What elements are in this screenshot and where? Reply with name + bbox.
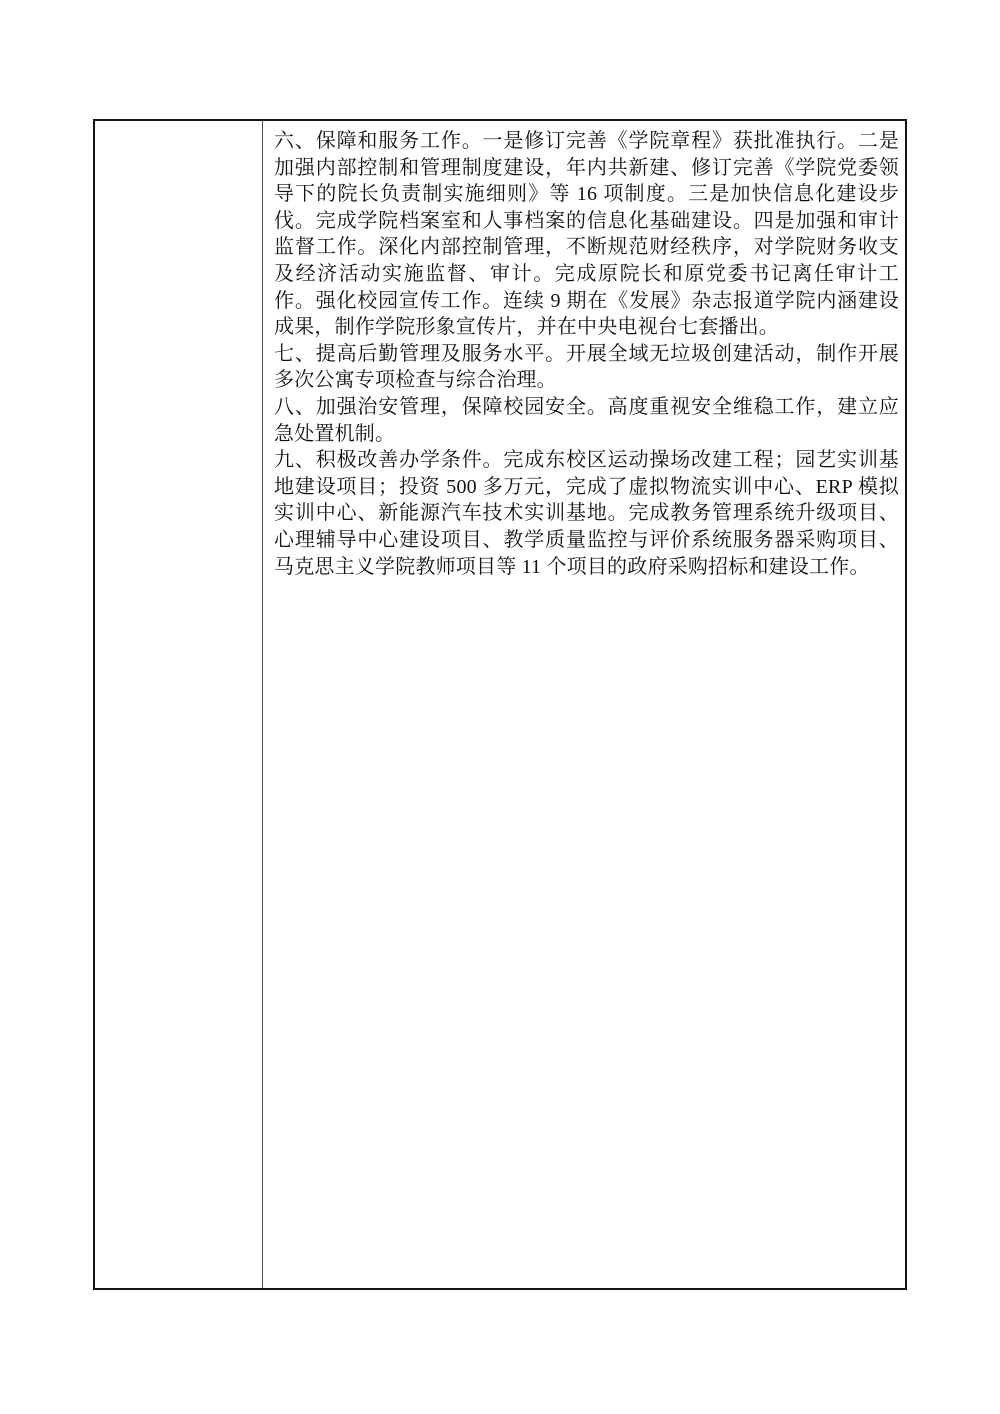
paragraph-item-eight: 八、加强治安管理，保障校园安全。高度重视安全维稳工作，建立应急处置机制。 — [274, 395, 899, 445]
table-right-cell — [263, 121, 905, 1288]
paragraph-item-seven: 七、提高后勤管理及服务水平。开展全域无垃圾创建活动，制作开展多次公寓专项检查与综合治理。 — [274, 342, 899, 392]
paragraph-item-nine: 九、积极改善办学条件。完成东校区运动操场改建工程；园艺实训基地建设项目；投资 500 多万元，完成了虚拟物流实训中心、ERP 模拟实训中心、新能源汽车技术实训基地。完成教务管理系统升级项目、心理辅导中心建设项目、教学质量监控与评价系统服务器采购项目、马克思主义学院教师项目等 11 个项目的政府采购招标和建设工作。 — [274, 449, 899, 578]
table-left-cell — [95, 121, 263, 1288]
report-table — [93, 119, 907, 1290]
paragraph-item-six: 六、保障和服务工作。一是修订完善《学院章程》获批准执行。二是加强内部控制和管理制度建设，年内共新建、修订完善《学院党委领导下的院长负责制实施细则》等 16 项制度。三是加快信息化建设步伐。完成学院档案室和人事档案的信息化基础建设。四是加强和审计监督工作。深化内部控制管理，不断规范财经秩序，对学院财务收支及经济活动实施监督、审计。完成原院长和原党委书记离任审计工作。强化校园宣传工作。连续 9 期在《发展》杂志报道学院内涵建设成果，制作学院形象宣传片，并在中央电视台七套播出。 — [274, 130, 899, 339]
